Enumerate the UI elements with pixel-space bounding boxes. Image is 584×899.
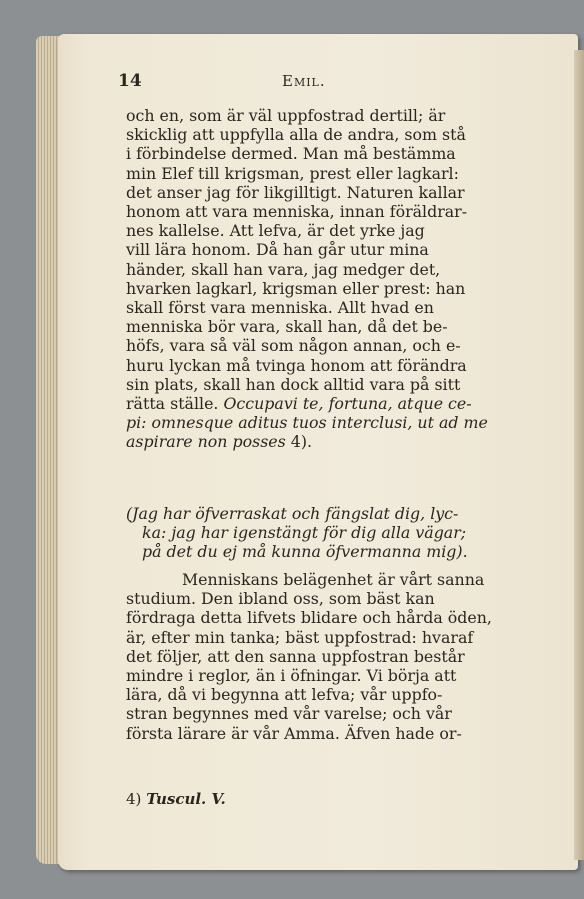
text-line: i förbindelse dermed. Man må bestämma — [126, 144, 456, 164]
latin-quote-line: pi: omnesque aditus tuos interclusi, ut ad me — [126, 413, 488, 433]
footnote-text: Tuscul. V. — [146, 790, 226, 808]
text-line: huru lyckan må tvinga honom att förändra — [126, 355, 467, 375]
text-line: min Elef till krigsman, prest eller lagkarl: — [126, 163, 459, 183]
footnote-marker: 4) — [126, 790, 142, 808]
text-line: det följer, att den sanna uppfostran består — [126, 646, 465, 666]
text-line: vill lära honom. Då han går utur mina — [126, 240, 429, 260]
text-line: studium. Den ibland oss, som bäst kan — [126, 589, 435, 609]
body-paragraph — [126, 106, 516, 452]
running-head: Emil. — [282, 72, 326, 90]
text-line: sin plats, skall han dock alltid vara på sitt — [126, 374, 461, 394]
text-line: stran begynnes med vår varelse; och vår — [126, 704, 452, 724]
footnote-reference: 4). — [290, 432, 313, 452]
text-line: första lärare är vår Amma. Äfven hade or- — [126, 723, 462, 743]
latin-quote: Occupavi te, fortuna, atque ce- — [223, 394, 472, 414]
translation-block — [126, 504, 468, 562]
translation-line: på det du ej må kunna öfvermanna mig). — [142, 542, 468, 562]
text-line: nes kallelse. Att lefva, är det yrke jag — [126, 221, 425, 241]
book-spine — [574, 50, 584, 860]
text-line: lära, då vi begynna att lefva; vår uppfo- — [126, 685, 443, 705]
text-line: fördraga detta lifvets blidare och hårda öden, — [126, 608, 492, 628]
text-line — [126, 432, 516, 451]
text-line: honom att vara menniska, innan föräldrar- — [126, 202, 468, 222]
text-line: det anser jag för likgilltigt. Naturen kallar — [126, 182, 465, 202]
text-line — [126, 394, 516, 413]
translation-line: ka: jag har igenstängt för dig alla vägar; — [142, 523, 467, 543]
latin-quote: aspirare non posses — [126, 432, 286, 452]
text-line: skall först vara menniska. Allt hvad en — [126, 298, 434, 318]
second-paragraph — [126, 570, 492, 743]
text-line: händer, skall han vara, jag medger det, — [126, 259, 441, 279]
text-line: skicklig att uppfylla alla de andra, som stå — [126, 125, 466, 145]
text-line: och en, som är väl uppfostrad dertill; är — [126, 106, 446, 125]
page-number: 14 — [118, 71, 142, 91]
text-line: Menniskans belägenhet är vårt sanna — [182, 570, 485, 589]
text-line: är, efter min tanka; bäst uppfostrad: hvaraf — [126, 627, 474, 647]
text-line: menniska bör vara, skall han, då det be- — [126, 317, 448, 337]
footnote — [126, 790, 226, 809]
text-line: höfs, vara så väl som någon annan, och e- — [126, 336, 461, 356]
translation-line: (Jag har öfverraskat och fängslat dig, lyc- — [126, 504, 459, 523]
text-line: hvarken lagkarl, krigsman eller prest: han — [126, 278, 466, 298]
text-line-segment: rätta ställe. — [126, 394, 219, 414]
text-line: mindre i reglor, än i öfningar. Vi börja att — [126, 666, 457, 686]
